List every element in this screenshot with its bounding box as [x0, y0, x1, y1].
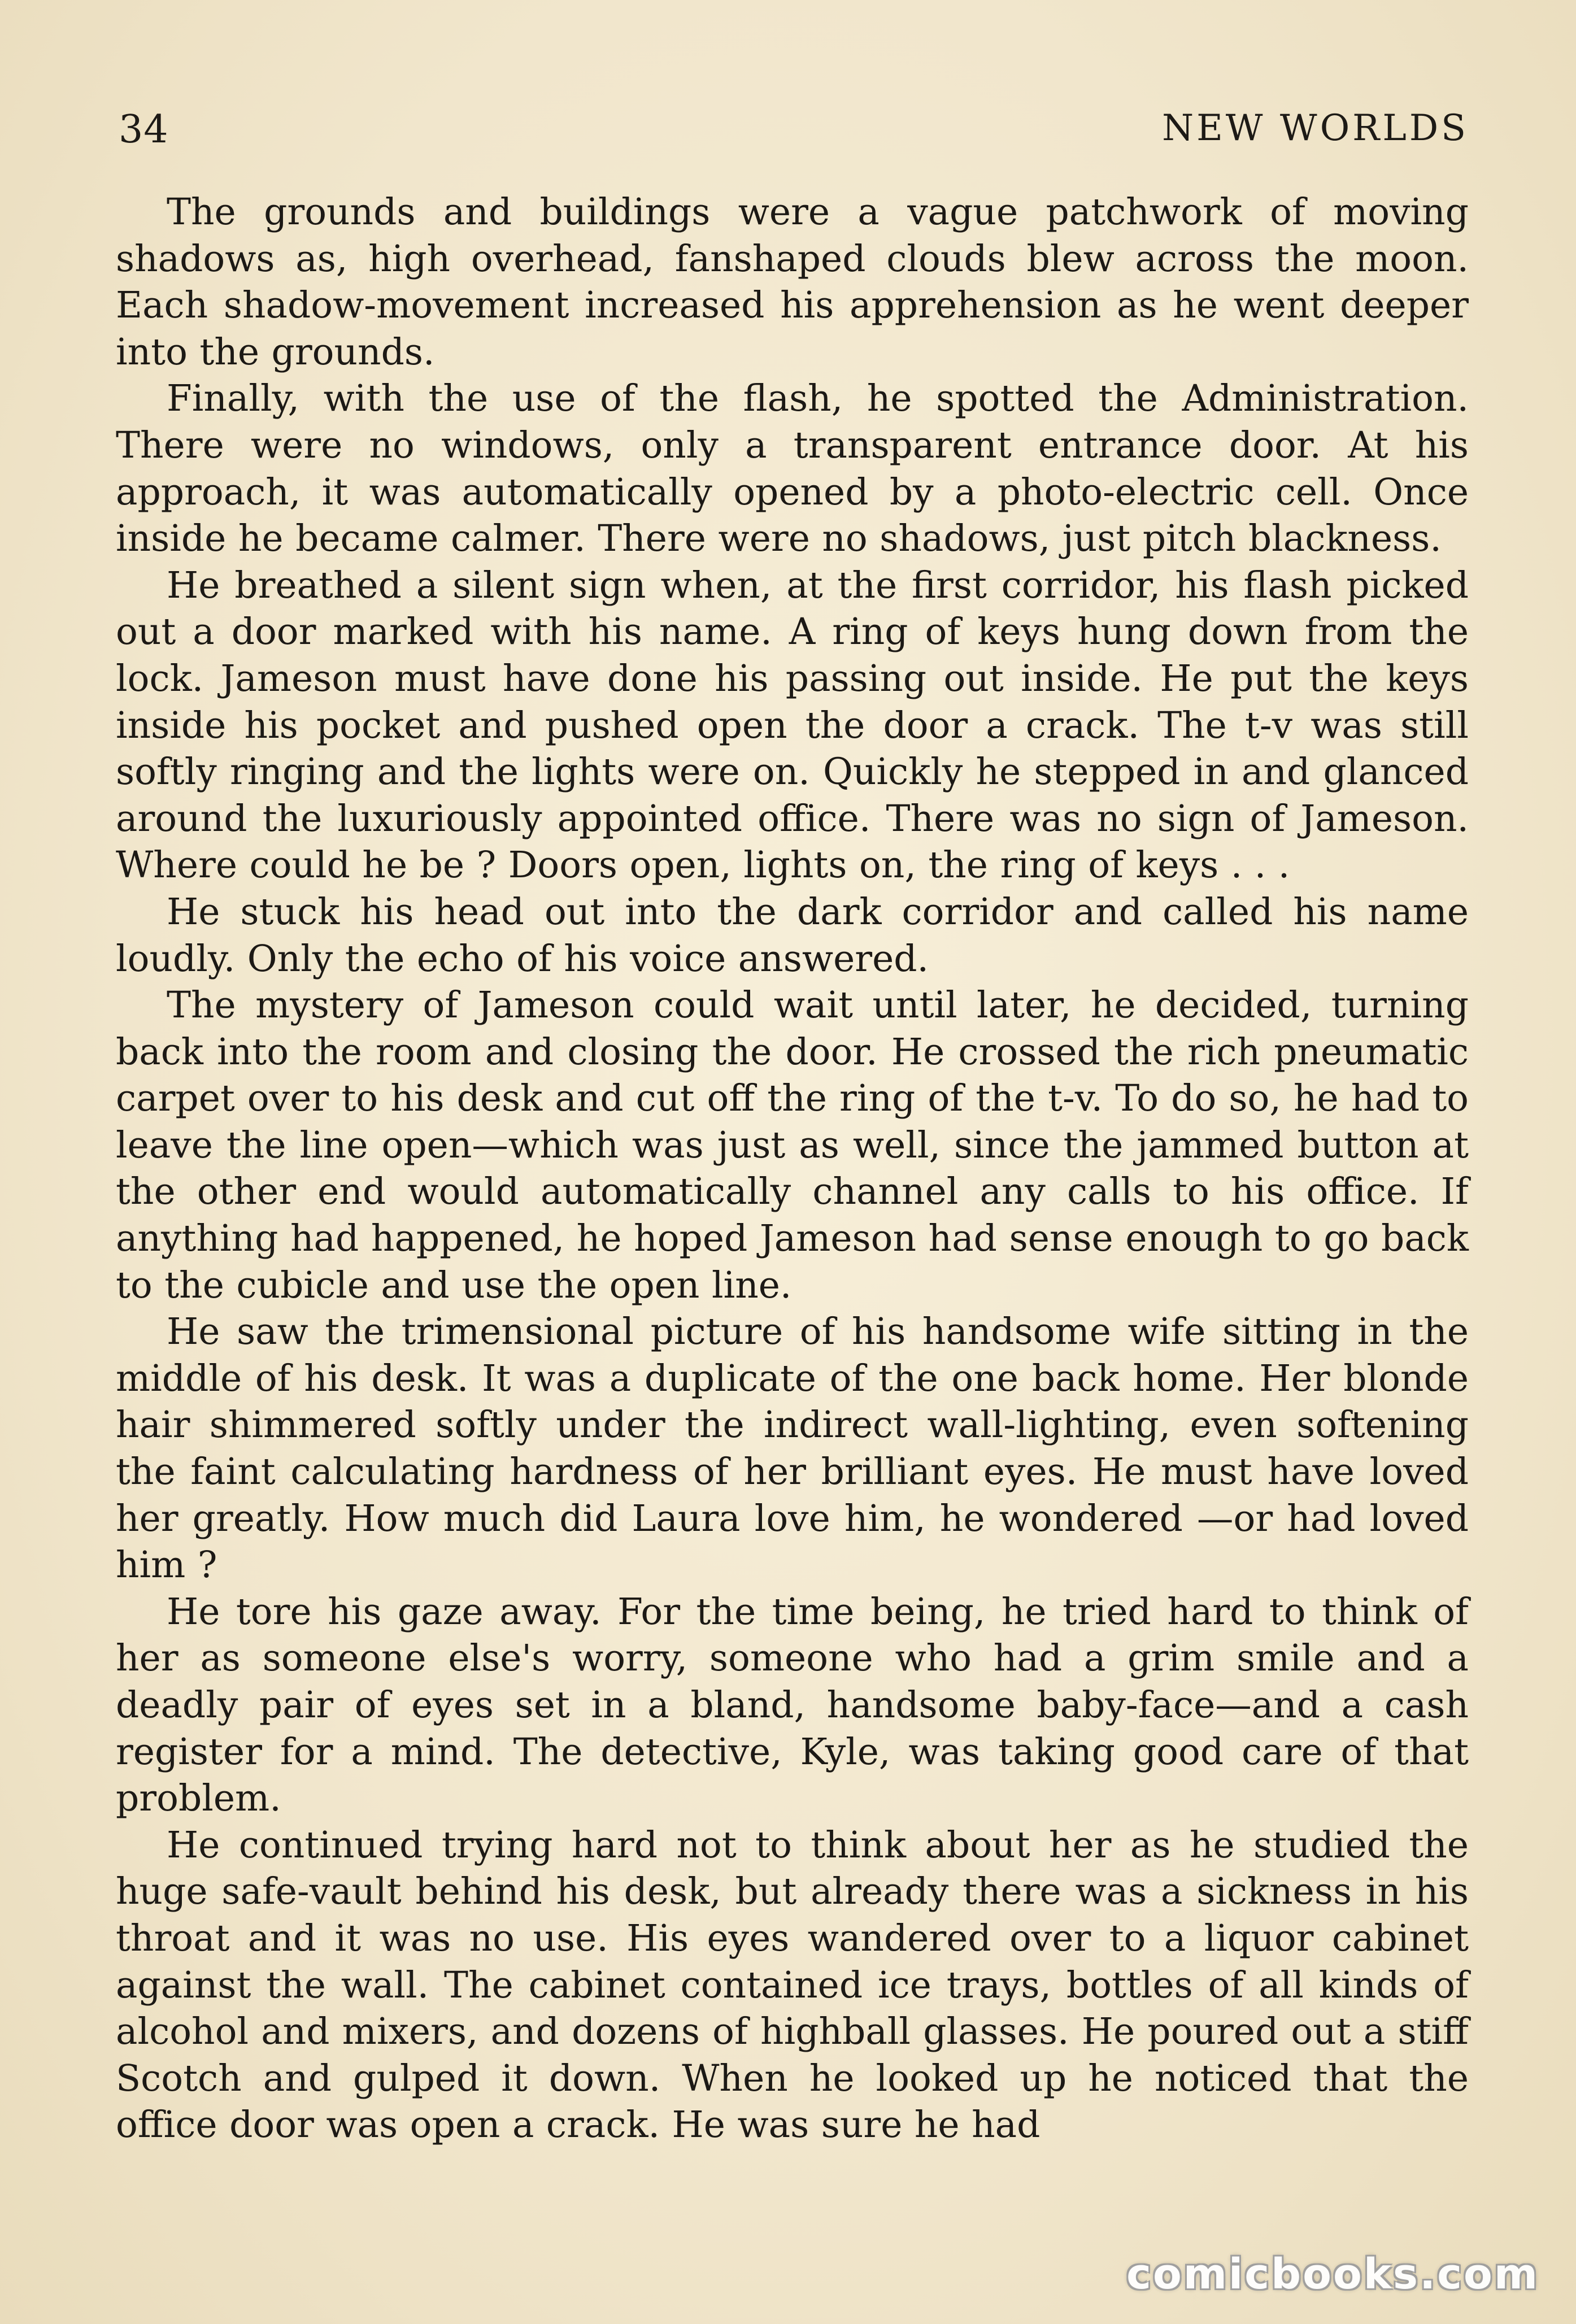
page-header	[119, 107, 1469, 158]
running-head: NEW WORLDS	[1162, 107, 1469, 149]
paragraph: He breathed a silent sign when, at the first corridor, his flash picked out a door marked with his name. A ring of keys hung down from the lock. Jameson must have done his passing out inside. He put the keys inside his pocket and pushed open the door a crack. The t-v was still softly ringing and the lights were on. Quickly he stepped in and glanced around the luxuriously appointed office. There was no sign of Jameson. Where could he be ? Doors open, lights on, the ring of keys . . .	[116, 564, 1469, 887]
body-text	[116, 189, 1469, 2149]
page-number: 34	[119, 107, 169, 152]
paragraph: The mystery of Jameson could wait until later, he decided, turning back into the room and closing the door. He crossed the rich pneumatic carpet over to his desk and cut off the ring of the t-v. To do so, he had to leave the line open—which was just as well, since the jammed button at the other end would automatically channel any calls to his office. If anything had happened, he hoped Jameson had sense enough to go back to the cubicle and use the open line.	[116, 984, 1469, 1307]
paragraph: The grounds and buildings were a vague patchwork of moving shadows as, high overhead, fanshaped clouds blew across the moon. Each shadow-movement increased his apprehension as he went deeper into the grounds.	[116, 191, 1469, 373]
paragraph: He tore his gaze away. For the time being, he tried hard to think of her as someone else's worry, someone who had a grim smile and a deadly pair of eyes set in a bland, handsome baby-face—and a cash register for a mind. The detective, Kyle, was taking good care of that problem.	[116, 1590, 1469, 1820]
watermark: comicbooks.com	[1126, 2250, 1539, 2299]
paragraph: He saw the trimensional picture of his handsome wife sitting in the middle of his desk. It was a duplicate of the one back home. Her blonde hair shimmered softly under the indirect wall-lighting, even softening the faint calculating hardness of her brilliant eyes. He must have loved her greatly. How much did Laura love him, he wondered —or had loved him ?	[116, 1311, 1469, 1587]
paragraph: He continued trying hard not to think about her as he studied the huge safe-vault behind his desk, but already there was a sickness in his throat and it was no use. His eyes wandered over to a liquor cabinet against the wall. The cabinet contained ice trays, bottles of all kinds of alcohol and mixers, and dozens of highball glasses. He poured out a stiff Scotch and gulped it down. When he looked up he noticed that the office door was open a crack. He was sure he had	[116, 1823, 1469, 2147]
paragraph: He stuck his head out into the dark corridor and called his name loudly. Only the echo of his voice answered.	[116, 890, 1469, 980]
paragraph: Finally, with the use of the flash, he spotted the Administration. There were no windows, only a transparent entrance door. At his approach, it was automatically opened by a photo-electric cell. Once inside he became calmer. There were no shadows, just pitch blackness.	[116, 377, 1469, 560]
